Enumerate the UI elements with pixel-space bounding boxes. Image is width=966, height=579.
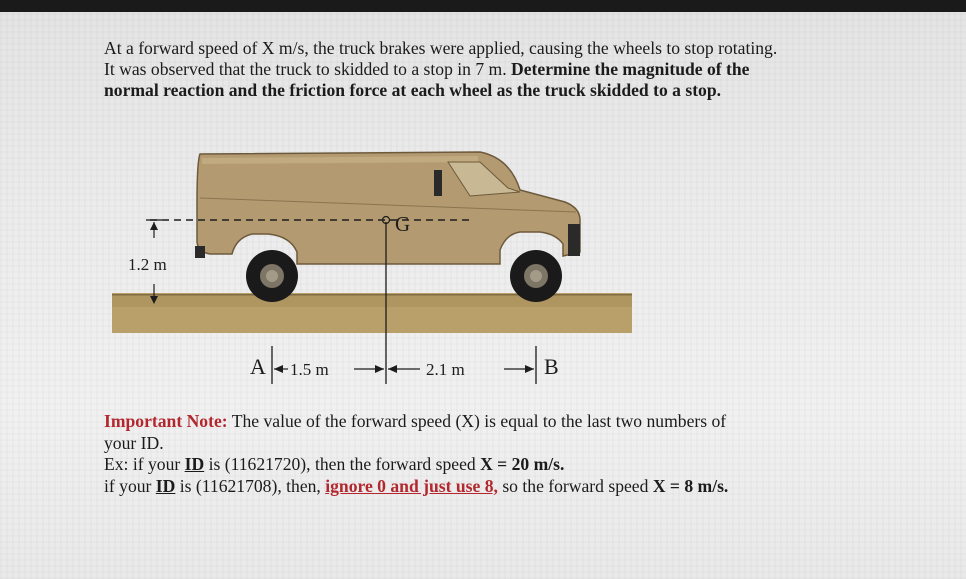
- problem-line-3: normal reaction and the friction force at each wheel as the truck skidded to a stop.: [104, 80, 722, 100]
- problem-line-1: At a forward speed of X m/s, the truck brakes were applied, causing the wheels to stop rotating.: [104, 38, 778, 58]
- note-title: Important Note:: [104, 411, 228, 431]
- rear-wheel: [246, 250, 298, 302]
- note-line-1: [104, 411, 934, 433]
- label-g: G: [395, 212, 411, 236]
- note-line4-prefix: if your: [104, 475, 156, 496]
- note-line-1-text: The value of the forward speed (X) is equal to the last two numbers of: [227, 411, 727, 431]
- left-dimension-label: 1.5 m: [290, 360, 329, 379]
- note-id-word-2: ID: [155, 475, 176, 496]
- problem-line-2-text: It was observed that the truck to skidded to a stop in 7 m.: [104, 59, 512, 79]
- height-label: 1.2 m: [128, 255, 167, 274]
- note-ex-mid: is (11621720), then the forward speed: [204, 454, 481, 474]
- note-line4-tail: so the forward speed: [497, 475, 653, 496]
- mirror-icon: [434, 170, 442, 196]
- note-line4-result: X = 8 m/s.: [652, 475, 729, 496]
- note-line4-mid: is (11621708), then,: [175, 475, 326, 496]
- truck: [195, 152, 580, 264]
- note-line4-red: ignore 0 and just use 8,: [325, 475, 498, 496]
- label-a: A: [250, 354, 266, 379]
- right-dimension-label: 2.1 m: [426, 360, 465, 379]
- label-b: B: [544, 354, 559, 379]
- note-ex-prefix: Ex: if your: [104, 454, 185, 474]
- important-note: [104, 411, 934, 497]
- note-id-word: ID: [184, 454, 205, 474]
- document-page: [0, 12, 966, 579]
- note-line-2: your ID.: [104, 432, 164, 453]
- note-line-4: [104, 476, 934, 498]
- front-wheel: [510, 250, 562, 302]
- note-ex-result: X = 20 m/s.: [480, 454, 565, 474]
- problem-line-2-bold: Determine the magnitude of the: [511, 59, 750, 79]
- note-line-3: [104, 454, 934, 476]
